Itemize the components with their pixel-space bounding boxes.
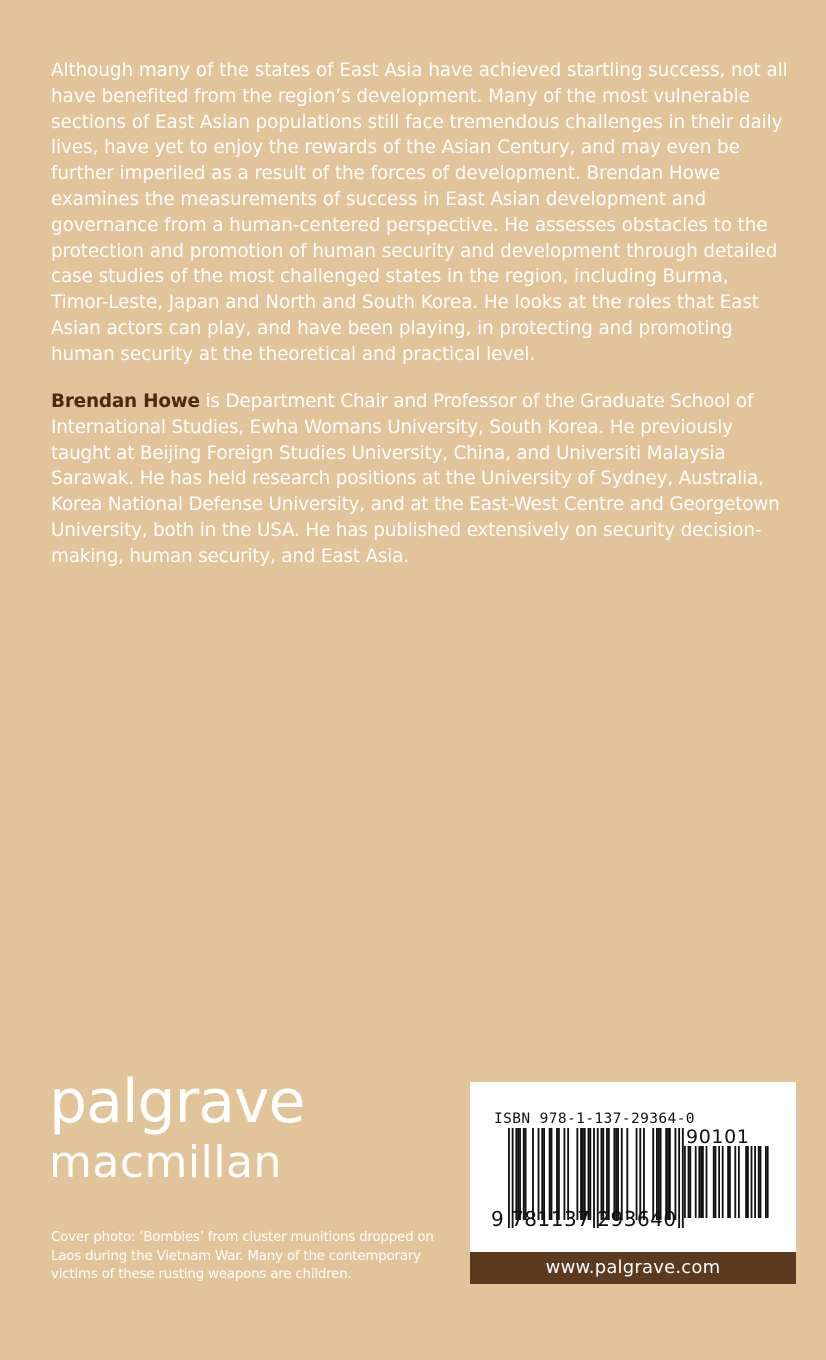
isbn-label: ISBN 978-1-137-29364-0: [494, 1111, 695, 1127]
barcode-bar: [760, 1146, 762, 1218]
barcode-bar: [700, 1146, 702, 1218]
publisher-logo-line2: macmillan: [49, 1137, 282, 1188]
book-description: Although many of the states of East Asia have achieved startling success, not all have benefited from the region’s development. Many of the most vulnerable sections of East Asian populations still face tremendous challenges in their daily lives, have yet to enjoy the rewards of the Asian Century, and may even be further imperiled as a result of the forces of development. Brendan Howe examines the measurements of success in East Asian development and governance from a human-centered perspective. He assesses obstacles to the protection and promotion of human security and development through detailed case studies of the most challenged states in the region, including Burma, Timor-Leste, Japan and North and South Korea. He looks at the roles that East Asian actors can play, and have been playing, in protecting and promoting human security at the theoretical and practical level.: [51, 60, 788, 365]
barcode-bar: [747, 1146, 749, 1218]
barcode-bar: [713, 1146, 715, 1218]
website-url[interactable]: www.palgrave.com: [545, 1257, 721, 1278]
publisher-logo-line1: palgrave: [49, 1067, 305, 1137]
barcode-bar: [689, 1146, 691, 1218]
website-bar: [470, 1252, 796, 1284]
barcode-bar: [765, 1146, 767, 1218]
barcode-bar: [734, 1146, 736, 1218]
barcode-bar: [718, 1146, 720, 1218]
barcode-bar: [698, 1146, 700, 1218]
barcode-bar: [722, 1146, 724, 1218]
barcode-bar: [678, 1128, 680, 1228]
publisher-logo: [49, 1066, 339, 1188]
barcode-bar: [682, 1128, 684, 1228]
barcode-bar: [684, 1146, 686, 1218]
barcode-bar: [729, 1146, 731, 1218]
barcode-bar: [695, 1146, 697, 1218]
addon-digits: 90101: [686, 1126, 750, 1148]
barcode-bar: [751, 1146, 753, 1218]
author-bio-text: is Department Chair and Professor of the Graduate School of International Studies, Ewha Womans University, South Korea. He previously taught at Beijing Foreign Studies University, China, and Universiti Malaysia Sarawak. He has held research positions at the University of Sydney, Australia, Korea National Defense University, and at the East-West Centre and Georgetown University, both in the USA. He has published extensively on security decision-making, human security, and East Asia.: [51, 391, 780, 567]
barcode-bar: [754, 1146, 756, 1218]
barcode-panel: [470, 1082, 796, 1284]
author-bio: [51, 389, 791, 570]
barcode-bar: [758, 1146, 760, 1218]
barcode-bar: [727, 1146, 729, 1218]
barcode-bar: [767, 1146, 769, 1218]
barcode-bar: [688, 1146, 690, 1218]
barcode-bar: [745, 1146, 747, 1218]
ean-digits: 9 781137 293640: [491, 1207, 677, 1231]
cover-photo-credit: Cover photo: ‘Bombies’ from cluster munitions dropped on Laos during the Vietnam War. Many of the contemporary victims of these rusting weapons are children.: [51, 1230, 434, 1282]
barcode-bar: [702, 1146, 704, 1218]
author-name: Brendan Howe: [51, 391, 200, 412]
barcode-bar: [715, 1146, 717, 1218]
barcode-bar: [706, 1146, 708, 1218]
barcode-bar: [738, 1146, 740, 1218]
